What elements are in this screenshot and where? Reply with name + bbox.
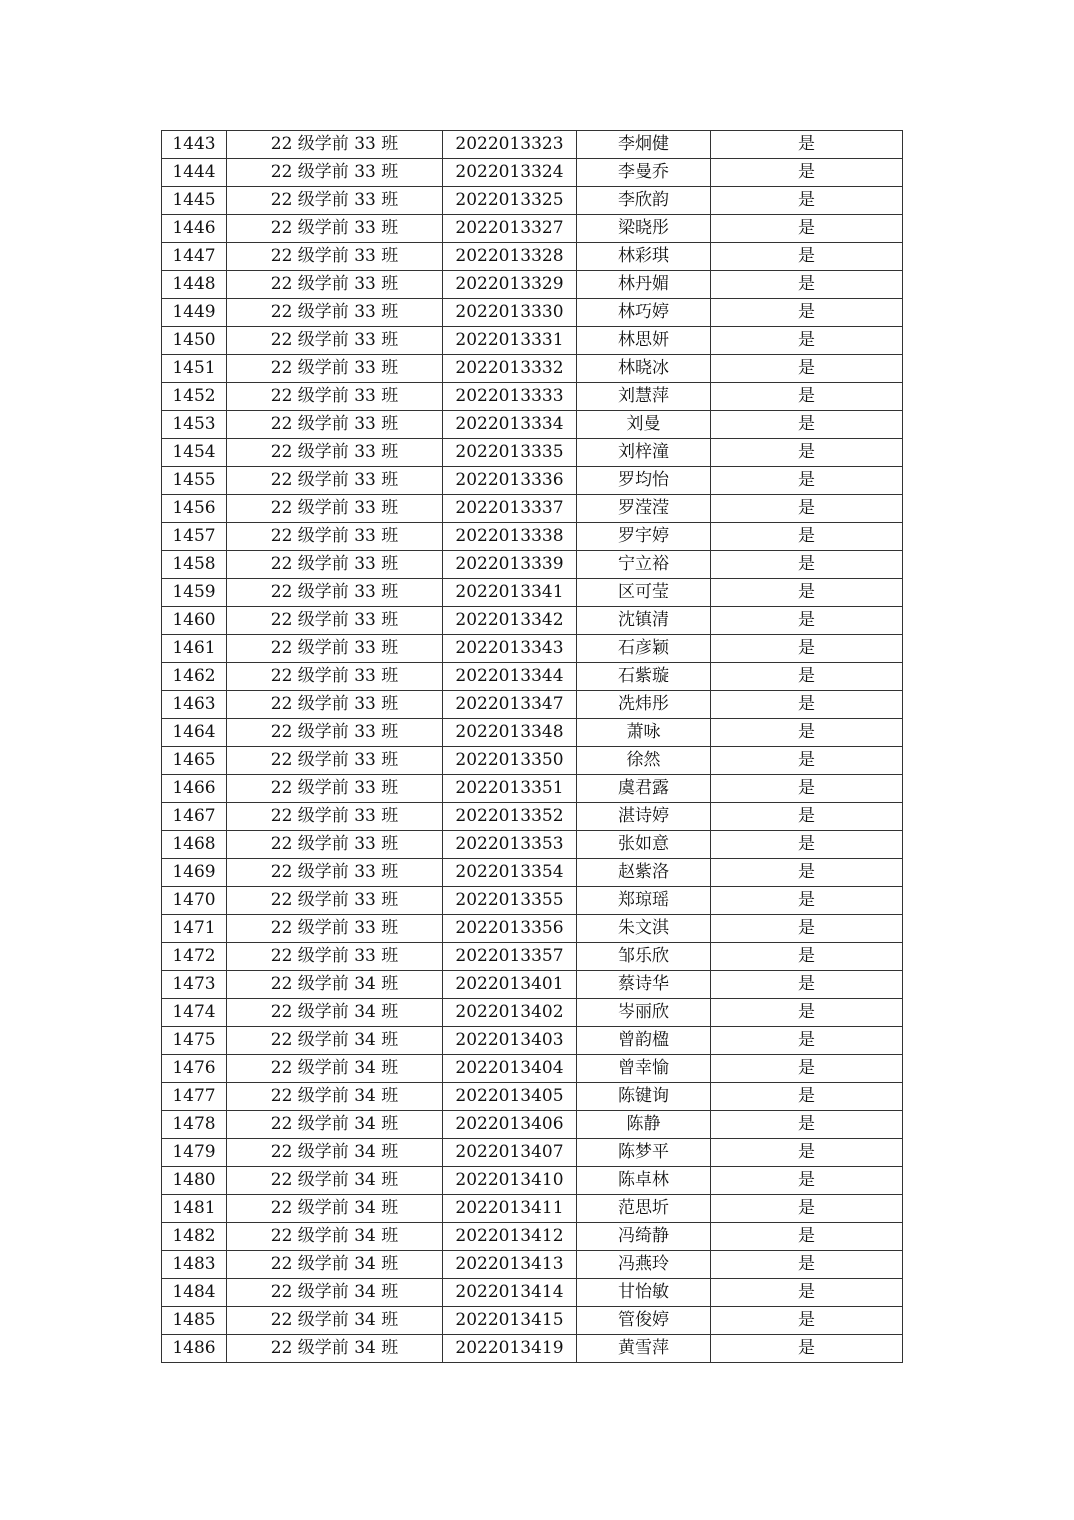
student-id-cell: 2022013411 [443, 1195, 577, 1223]
class-cell: 22 级学前 33 班 [227, 607, 443, 635]
status-cell: 是 [711, 1195, 903, 1223]
row-number-cell: 1473 [162, 971, 227, 999]
student-id-cell: 2022013404 [443, 1055, 577, 1083]
class-cell: 22 级学前 33 班 [227, 355, 443, 383]
student-id-cell: 2022013327 [443, 215, 577, 243]
student-id-cell: 2022013324 [443, 159, 577, 187]
student-id-cell: 2022013402 [443, 999, 577, 1027]
class-cell: 22 级学前 34 班 [227, 971, 443, 999]
student-id-cell: 2022013415 [443, 1307, 577, 1335]
table-row [162, 355, 903, 383]
class-cell: 22 级学前 33 班 [227, 467, 443, 495]
student-id-cell: 2022013343 [443, 635, 577, 663]
row-number-cell: 1474 [162, 999, 227, 1027]
student-name-cell: 石紫璇 [577, 663, 711, 691]
class-cell: 22 级学前 33 班 [227, 579, 443, 607]
status-cell: 是 [711, 187, 903, 215]
student-name-cell: 岑丽欣 [577, 999, 711, 1027]
class-cell: 22 级学前 33 班 [227, 243, 443, 271]
class-cell: 22 级学前 33 班 [227, 411, 443, 439]
student-name-cell: 刘梓潼 [577, 439, 711, 467]
table-row [162, 579, 903, 607]
class-cell: 22 级学前 33 班 [227, 719, 443, 747]
row-number-cell: 1463 [162, 691, 227, 719]
row-number-cell: 1465 [162, 747, 227, 775]
student-id-cell: 2022013338 [443, 523, 577, 551]
row-number-cell: 1479 [162, 1139, 227, 1167]
status-cell: 是 [711, 383, 903, 411]
student-id-cell: 2022013352 [443, 803, 577, 831]
student-id-cell: 2022013406 [443, 1111, 577, 1139]
student-id-cell: 2022013419 [443, 1335, 577, 1363]
status-cell: 是 [711, 915, 903, 943]
student-name-cell: 刘慧萍 [577, 383, 711, 411]
student-id-cell: 2022013339 [443, 551, 577, 579]
status-cell: 是 [711, 1027, 903, 1055]
student-id-cell: 2022013414 [443, 1279, 577, 1307]
table-row [162, 1223, 903, 1251]
table-row [162, 1335, 903, 1363]
table-row [162, 691, 903, 719]
student-name-cell: 朱文淇 [577, 915, 711, 943]
table-row [162, 1251, 903, 1279]
table-row [162, 607, 903, 635]
row-number-cell: 1470 [162, 887, 227, 915]
student-name-cell: 陈卓林 [577, 1167, 711, 1195]
class-cell: 22 级学前 33 班 [227, 831, 443, 859]
status-cell: 是 [711, 523, 903, 551]
student-id-cell: 2022013412 [443, 1223, 577, 1251]
class-cell: 22 级学前 34 班 [227, 1335, 443, 1363]
class-cell: 22 级学前 34 班 [227, 1027, 443, 1055]
status-cell: 是 [711, 691, 903, 719]
class-cell: 22 级学前 34 班 [227, 999, 443, 1027]
status-cell: 是 [711, 1223, 903, 1251]
status-cell: 是 [711, 131, 903, 159]
table-row [162, 131, 903, 159]
class-cell: 22 级学前 33 班 [227, 495, 443, 523]
table-row [162, 467, 903, 495]
status-cell: 是 [711, 1167, 903, 1195]
row-number-cell: 1445 [162, 187, 227, 215]
class-cell: 22 级学前 34 班 [227, 1307, 443, 1335]
class-cell: 22 级学前 33 班 [227, 943, 443, 971]
status-cell: 是 [711, 551, 903, 579]
student-name-cell: 湛诗婷 [577, 803, 711, 831]
student-name-cell: 虞君露 [577, 775, 711, 803]
table-row [162, 1195, 903, 1223]
status-cell: 是 [711, 747, 903, 775]
student-id-cell: 2022013328 [443, 243, 577, 271]
table-row [162, 943, 903, 971]
student-name-cell: 宁立裕 [577, 551, 711, 579]
student-id-cell: 2022013351 [443, 775, 577, 803]
status-cell: 是 [711, 831, 903, 859]
row-number-cell: 1472 [162, 943, 227, 971]
table-row [162, 243, 903, 271]
status-cell: 是 [711, 215, 903, 243]
student-id-cell: 2022013341 [443, 579, 577, 607]
status-cell: 是 [711, 663, 903, 691]
student-name-cell: 陈梦平 [577, 1139, 711, 1167]
table-row [162, 999, 903, 1027]
student-name-cell: 曾韵楹 [577, 1027, 711, 1055]
status-cell: 是 [711, 1055, 903, 1083]
row-number-cell: 1480 [162, 1167, 227, 1195]
row-number-cell: 1452 [162, 383, 227, 411]
class-cell: 22 级学前 33 班 [227, 635, 443, 663]
student-name-cell: 冯燕玲 [577, 1251, 711, 1279]
row-number-cell: 1460 [162, 607, 227, 635]
table-row [162, 271, 903, 299]
student-name-cell: 沈镇清 [577, 607, 711, 635]
student-id-cell: 2022013413 [443, 1251, 577, 1279]
student-id-cell: 2022013336 [443, 467, 577, 495]
status-cell: 是 [711, 775, 903, 803]
status-cell: 是 [711, 943, 903, 971]
table-row [162, 495, 903, 523]
row-number-cell: 1476 [162, 1055, 227, 1083]
student-name-cell: 梁晓彤 [577, 215, 711, 243]
student-id-cell: 2022013353 [443, 831, 577, 859]
table-row [162, 439, 903, 467]
class-cell: 22 级学前 33 班 [227, 803, 443, 831]
student-id-cell: 2022013325 [443, 187, 577, 215]
status-cell: 是 [711, 1251, 903, 1279]
status-cell: 是 [711, 971, 903, 999]
class-cell: 22 级学前 33 班 [227, 187, 443, 215]
student-id-cell: 2022013334 [443, 411, 577, 439]
student-id-cell: 2022013347 [443, 691, 577, 719]
row-number-cell: 1483 [162, 1251, 227, 1279]
status-cell: 是 [711, 355, 903, 383]
row-number-cell: 1485 [162, 1307, 227, 1335]
row-number-cell: 1457 [162, 523, 227, 551]
status-cell: 是 [711, 999, 903, 1027]
row-number-cell: 1448 [162, 271, 227, 299]
row-number-cell: 1459 [162, 579, 227, 607]
row-number-cell: 1477 [162, 1083, 227, 1111]
class-cell: 22 级学前 34 班 [227, 1083, 443, 1111]
status-cell: 是 [711, 1111, 903, 1139]
status-cell: 是 [711, 1307, 903, 1335]
student-id-cell: 2022013337 [443, 495, 577, 523]
student-name-cell: 罗宇婷 [577, 523, 711, 551]
row-number-cell: 1450 [162, 327, 227, 355]
student-name-cell: 范思圻 [577, 1195, 711, 1223]
table-row [162, 1307, 903, 1335]
student-name-cell: 邹乐欣 [577, 943, 711, 971]
row-number-cell: 1475 [162, 1027, 227, 1055]
student-name-cell: 林巧婷 [577, 299, 711, 327]
row-number-cell: 1478 [162, 1111, 227, 1139]
table-row [162, 1167, 903, 1195]
class-cell: 22 级学前 34 班 [227, 1111, 443, 1139]
row-number-cell: 1469 [162, 859, 227, 887]
class-cell: 22 级学前 33 班 [227, 271, 443, 299]
student-name-cell: 陈键询 [577, 1083, 711, 1111]
table-row [162, 803, 903, 831]
status-cell: 是 [711, 1139, 903, 1167]
row-number-cell: 1453 [162, 411, 227, 439]
table-row [162, 663, 903, 691]
status-cell: 是 [711, 1335, 903, 1363]
student-name-cell: 李欣韵 [577, 187, 711, 215]
row-number-cell: 1461 [162, 635, 227, 663]
student-name-cell: 李炯健 [577, 131, 711, 159]
status-cell: 是 [711, 579, 903, 607]
student-name-cell: 赵紫洛 [577, 859, 711, 887]
status-cell: 是 [711, 803, 903, 831]
row-number-cell: 1456 [162, 495, 227, 523]
student-id-cell: 2022013405 [443, 1083, 577, 1111]
student-name-cell: 萧咏 [577, 719, 711, 747]
table-row [162, 551, 903, 579]
class-cell: 22 级学前 33 班 [227, 159, 443, 187]
student-name-cell: 罗均怡 [577, 467, 711, 495]
student-id-cell: 2022013333 [443, 383, 577, 411]
student-id-cell: 2022013335 [443, 439, 577, 467]
table-row [162, 859, 903, 887]
student-id-cell: 2022013342 [443, 607, 577, 635]
student-name-cell: 曾幸愉 [577, 1055, 711, 1083]
table-row [162, 747, 903, 775]
student-id-cell: 2022013410 [443, 1167, 577, 1195]
row-number-cell: 1464 [162, 719, 227, 747]
student-name-cell: 林彩琪 [577, 243, 711, 271]
table-row [162, 523, 903, 551]
student-name-cell: 林晓冰 [577, 355, 711, 383]
student-id-cell: 2022013348 [443, 719, 577, 747]
row-number-cell: 1481 [162, 1195, 227, 1223]
row-number-cell: 1454 [162, 439, 227, 467]
status-cell: 是 [711, 495, 903, 523]
roster-body [162, 131, 903, 1363]
class-cell: 22 级学前 33 班 [227, 327, 443, 355]
class-cell: 22 级学前 34 班 [227, 1279, 443, 1307]
class-cell: 22 级学前 33 班 [227, 215, 443, 243]
table-row [162, 915, 903, 943]
table-row [162, 383, 903, 411]
status-cell: 是 [711, 859, 903, 887]
row-number-cell: 1458 [162, 551, 227, 579]
class-cell: 22 级学前 34 班 [227, 1223, 443, 1251]
class-cell: 22 级学前 33 班 [227, 439, 443, 467]
student-id-cell: 2022013407 [443, 1139, 577, 1167]
student-id-cell: 2022013330 [443, 299, 577, 327]
status-cell: 是 [711, 439, 903, 467]
row-number-cell: 1447 [162, 243, 227, 271]
status-cell: 是 [711, 607, 903, 635]
row-number-cell: 1482 [162, 1223, 227, 1251]
row-number-cell: 1486 [162, 1335, 227, 1363]
class-cell: 22 级学前 34 班 [227, 1195, 443, 1223]
student-name-cell: 张如意 [577, 831, 711, 859]
student-name-cell: 郑琼瑶 [577, 887, 711, 915]
student-name-cell: 刘曼 [577, 411, 711, 439]
student-name-cell: 李曼乔 [577, 159, 711, 187]
class-cell: 22 级学前 34 班 [227, 1055, 443, 1083]
student-name-cell: 管俊婷 [577, 1307, 711, 1335]
status-cell: 是 [711, 411, 903, 439]
table-row [162, 831, 903, 859]
student-name-cell: 林丹媚 [577, 271, 711, 299]
table-row [162, 971, 903, 999]
row-number-cell: 1484 [162, 1279, 227, 1307]
student-id-cell: 2022013344 [443, 663, 577, 691]
table-row [162, 775, 903, 803]
class-cell: 22 级学前 34 班 [227, 1167, 443, 1195]
class-cell: 22 级学前 33 班 [227, 551, 443, 579]
class-cell: 22 级学前 34 班 [227, 1251, 443, 1279]
row-number-cell: 1451 [162, 355, 227, 383]
status-cell: 是 [711, 159, 903, 187]
status-cell: 是 [711, 719, 903, 747]
student-id-cell: 2022013357 [443, 943, 577, 971]
class-cell: 22 级学前 33 班 [227, 383, 443, 411]
table-row [162, 187, 903, 215]
class-cell: 22 级学前 34 班 [227, 1139, 443, 1167]
class-cell: 22 级学前 33 班 [227, 775, 443, 803]
class-cell: 22 级学前 33 班 [227, 859, 443, 887]
status-cell: 是 [711, 1279, 903, 1307]
row-number-cell: 1446 [162, 215, 227, 243]
status-cell: 是 [711, 467, 903, 495]
student-id-cell: 2022013356 [443, 915, 577, 943]
status-cell: 是 [711, 271, 903, 299]
student-name-cell: 区可莹 [577, 579, 711, 607]
student-id-cell: 2022013355 [443, 887, 577, 915]
status-cell: 是 [711, 635, 903, 663]
class-cell: 22 级学前 33 班 [227, 691, 443, 719]
table-row [162, 635, 903, 663]
row-number-cell: 1462 [162, 663, 227, 691]
class-cell: 22 级学前 33 班 [227, 663, 443, 691]
student-name-cell: 罗滢滢 [577, 495, 711, 523]
table-row [162, 887, 903, 915]
row-number-cell: 1471 [162, 915, 227, 943]
class-cell: 22 级学前 33 班 [227, 299, 443, 327]
row-number-cell: 1444 [162, 159, 227, 187]
student-id-cell: 2022013332 [443, 355, 577, 383]
row-number-cell: 1466 [162, 775, 227, 803]
student-name-cell: 陈静 [577, 1111, 711, 1139]
student-name-cell: 石彦颖 [577, 635, 711, 663]
row-number-cell: 1443 [162, 131, 227, 159]
class-cell: 22 级学前 33 班 [227, 915, 443, 943]
student-id-cell: 2022013403 [443, 1027, 577, 1055]
student-id-cell: 2022013331 [443, 327, 577, 355]
row-number-cell: 1467 [162, 803, 227, 831]
student-name-cell: 徐然 [577, 747, 711, 775]
table-row [162, 327, 903, 355]
student-name-cell: 冼炜彤 [577, 691, 711, 719]
row-number-cell: 1455 [162, 467, 227, 495]
status-cell: 是 [711, 1083, 903, 1111]
status-cell: 是 [711, 887, 903, 915]
student-name-cell: 甘怡敏 [577, 1279, 711, 1307]
student-name-cell: 蔡诗华 [577, 971, 711, 999]
table-row [162, 159, 903, 187]
table-row [162, 1139, 903, 1167]
student-name-cell: 冯绮静 [577, 1223, 711, 1251]
row-number-cell: 1468 [162, 831, 227, 859]
student-name-cell: 林思妍 [577, 327, 711, 355]
student-id-cell: 2022013329 [443, 271, 577, 299]
student-id-cell: 2022013354 [443, 859, 577, 887]
class-cell: 22 级学前 33 班 [227, 131, 443, 159]
student-id-cell: 2022013323 [443, 131, 577, 159]
student-name-cell: 黄雪萍 [577, 1335, 711, 1363]
student-roster-table [161, 130, 903, 1363]
table-row [162, 1055, 903, 1083]
table-row [162, 1083, 903, 1111]
table-row [162, 411, 903, 439]
table-row [162, 1279, 903, 1307]
table-row [162, 1027, 903, 1055]
class-cell: 22 级学前 33 班 [227, 747, 443, 775]
row-number-cell: 1449 [162, 299, 227, 327]
status-cell: 是 [711, 327, 903, 355]
student-id-cell: 2022013401 [443, 971, 577, 999]
class-cell: 22 级学前 33 班 [227, 887, 443, 915]
table-row [162, 215, 903, 243]
status-cell: 是 [711, 299, 903, 327]
status-cell: 是 [711, 243, 903, 271]
table-row [162, 299, 903, 327]
student-id-cell: 2022013350 [443, 747, 577, 775]
class-cell: 22 级学前 33 班 [227, 523, 443, 551]
table-row [162, 719, 903, 747]
table-row [162, 1111, 903, 1139]
